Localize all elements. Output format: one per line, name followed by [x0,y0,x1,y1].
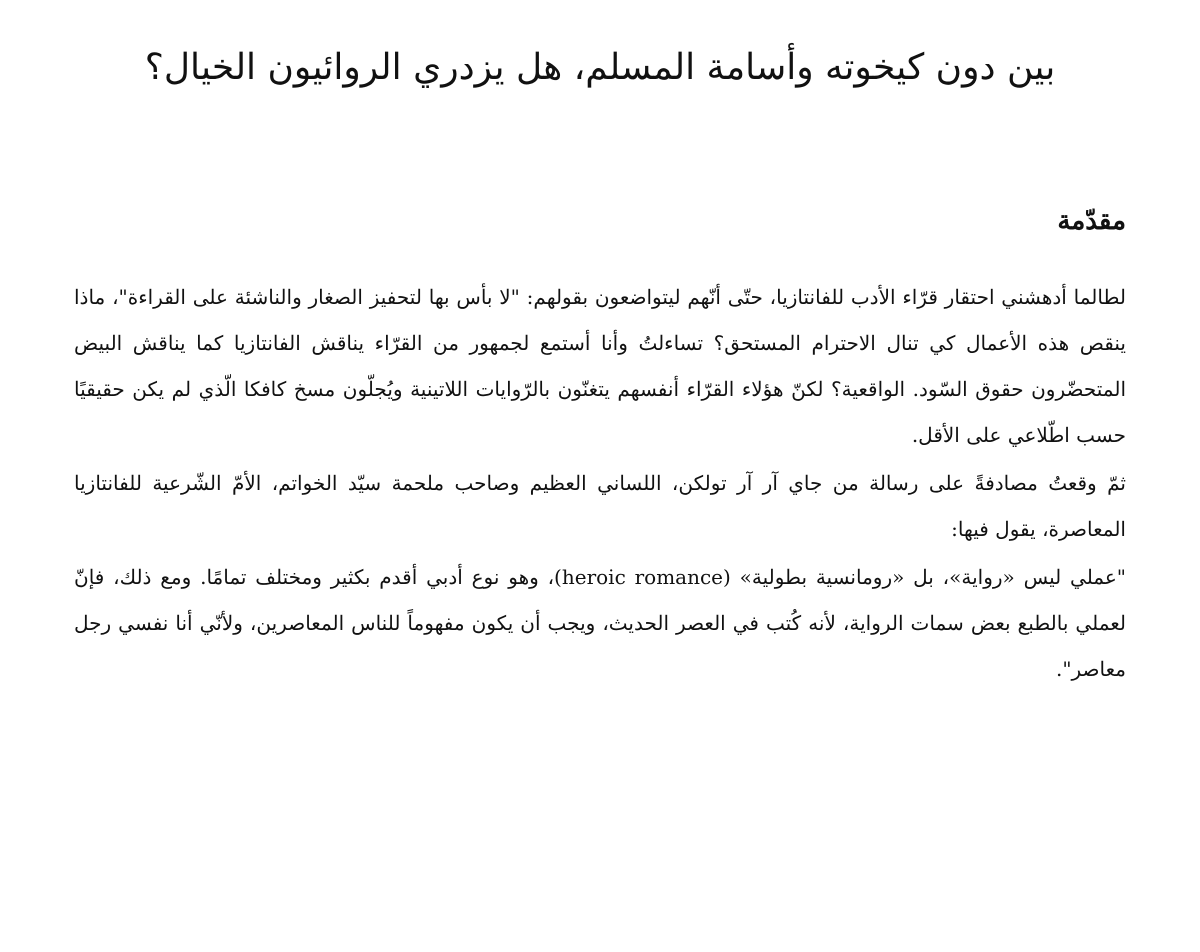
section-heading: مقدّمة [1057,206,1126,236]
paragraph-intro: لطالما أدهشني احتقار قرّاء الأدب للفانتازيا، حتّى أنّهم ليتواضعون بقولهم: "لا بأس بها لتحفيز الصغار والناشئة على القراءة"، ماذا ينقص هذه الأعمال كي تنال الاحترام المستحق؟ تساءلتُ وأنا أستمع لجمهور من القرّاء يناقش الفانتازيا كما يناقش البيض المتحضّرون حقوق السّود. الواقعية؟ لكنّ هؤلاء القرّاء أنفسهم يتغنّون بالرّوايات اللاتينية ويُجلّون مسخ كافكا الّذي لم يكن حقيقيًا حسب اطّلاعي على الأقل. [74,285,1126,447]
paragraph-quote: "عملي ليس «رواية»، بل «رومانسية بطولية» (heroic romance)، وهو نوع أدبي أقدم بكثير ومختلف تمامًا. ومع ذلك، فإنّ لعملي بالطبع بعض سمات الرواية، لأنه كُتب في العصر الحديث، ويجب أن يكون مفهوماً للناس المعاصرين، ولأنّي أنا نفسي رجل معاصر". [74,565,1127,681]
page-title: بين دون كيخوته وأسامة المسلم، هل يزدري الروائيون الخيال؟ [144,47,1056,88]
paragraph-tolkien-letter: ثمّ وقعتُ مصادفةً على رسالة من جاي آر آر تولكن، اللساني العظيم وصاحب ملحمة سيّد الخواتم، الأمّ الشّرعية للفانتازيا المعاصرة، يقول فيها: [74,471,1126,541]
article-body [74,274,1126,692]
